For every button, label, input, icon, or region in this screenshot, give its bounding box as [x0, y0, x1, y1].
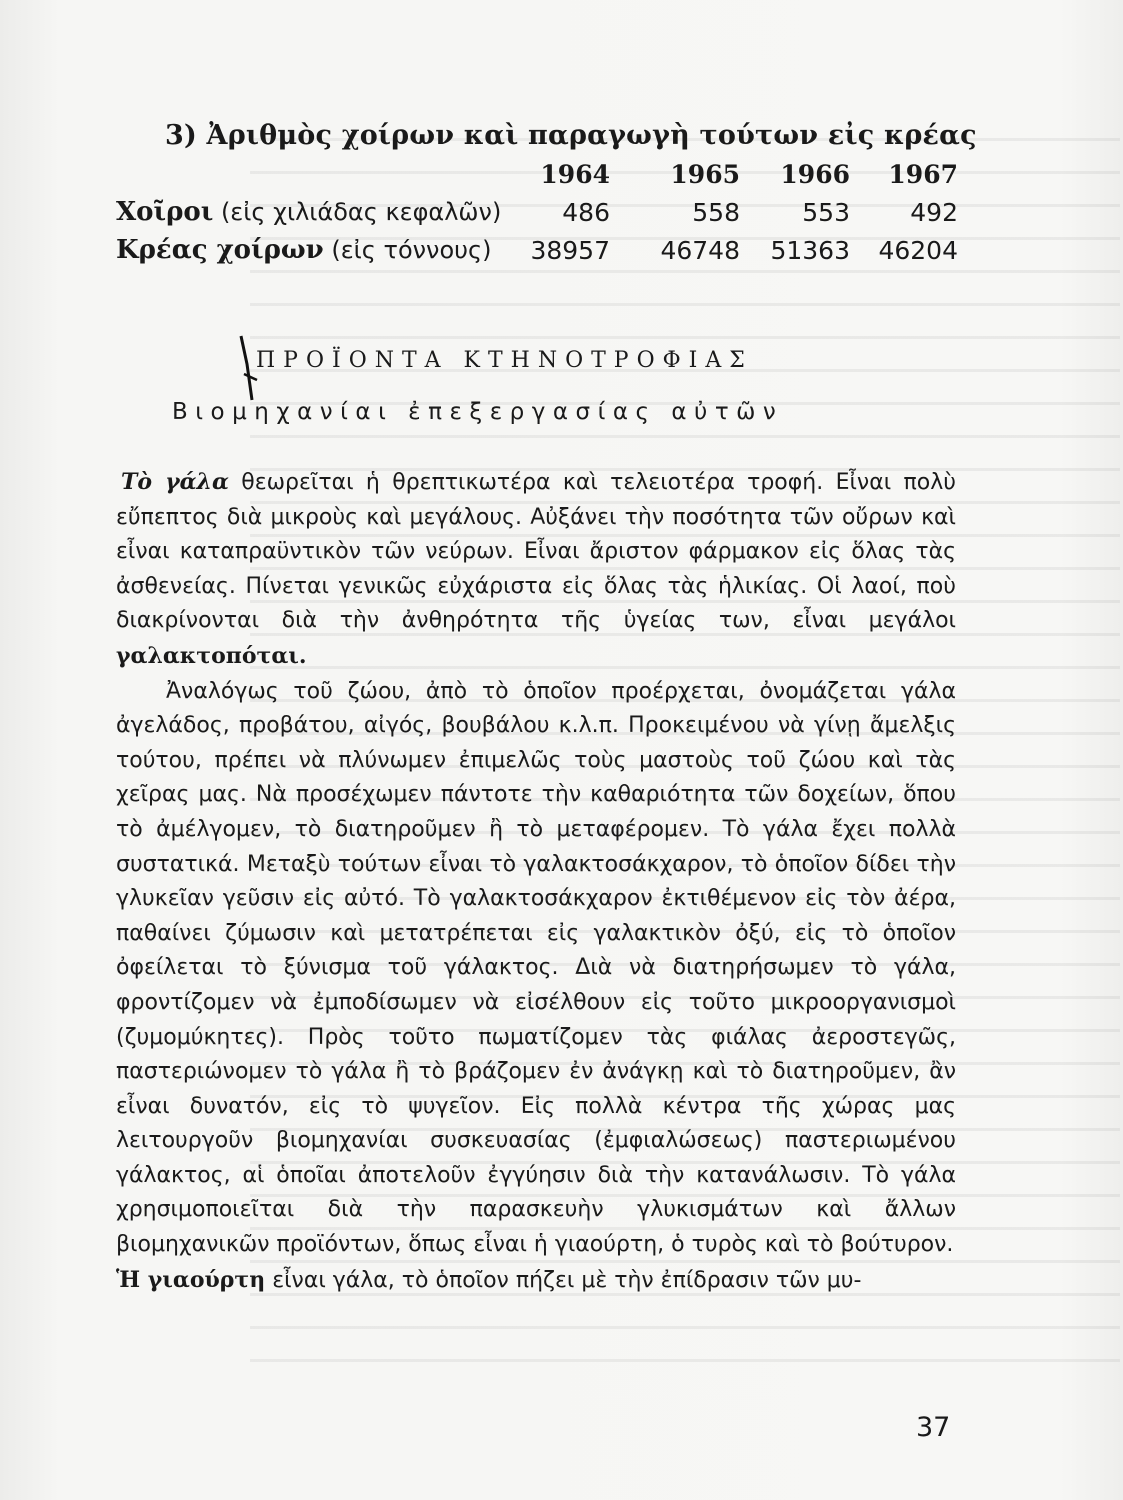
statistics-table — [116, 155, 958, 269]
year-header: 1965 — [670, 159, 740, 189]
body-text — [116, 465, 956, 1298]
term-milk-drinkers: γαλακτοπόται. — [116, 642, 307, 669]
row-label: Χοῖροι (εἰς χιλιάδας κεφαλῶν) — [116, 197, 502, 227]
table-cell: 51363 — [770, 235, 850, 265]
row-label: Κρέας χοίρων (εἰς τόννους) — [116, 235, 492, 265]
table-row — [116, 231, 958, 269]
table-title: 3) Ἀριθμὸς χοίρων καὶ παραγωγὴ τούτων εἰς κρέας — [165, 120, 977, 151]
paragraph: Ἡ γιαούρτη εἶναι γάλα, τὸ ὁποῖον πήζει μὲ τὴν ἐπίδρασιν τῶν μυ- — [116, 1266, 862, 1293]
table-cell: 486 — [562, 197, 610, 227]
section-subheading: Βιομηχανίαι ἐπεξεργασίας αὐτῶν — [172, 399, 784, 425]
table-cell: 558 — [692, 197, 740, 227]
year-header: 1964 — [540, 159, 610, 189]
year-header: 1967 — [888, 159, 958, 189]
section-heading: ΠΡΟΪΟΝΤΑ ΚΤΗΝΟΤΡΟΦΙΑΣ — [256, 348, 753, 373]
table-header-row — [116, 155, 958, 193]
table-cell: 492 — [910, 197, 958, 227]
table-cell: 46748 — [660, 235, 740, 265]
year-header: 1966 — [780, 159, 850, 189]
paragraph: Ἀναλόγως τοῦ ζώου, ἀπὸ τὸ ὁποῖον προέρχεται, ὀνομάζεται γάλα ἀγελάδος, προβάτου, αἰγός, βουβάλου κ.λ.π. Προκειμένου νὰ γίνῃ ἄμελξις τούτου, πρέπει νὰ πλύνωμεν ἐπιμελῶς τοὺς μαστοὺς τοῦ ζώου καὶ τὰς χεῖρας μας. Νὰ προσέχωμεν πάντοτε τὴν καθαριότητα τῶν δοχείων, ὅπου τὸ ἀμέλγομεν, τὸ διατηροῦμεν ἢ τὸ μεταφέρομεν. Τὸ γάλα ἔχει πολλὰ συστατικά. Μεταξὺ τούτων εἶναι τὸ γαλακτοσάκχαρον, τὸ ὁποῖον δίδει τὴν γλυκεῖαν γεῦσιν εἰς αὐτό. Τὸ γαλακτοσάκχαρον ἐκτιθέμενον εἰς τὸν ἀέρα, παθαίνει ζύμωσιν καὶ μετατρέπεται εἰς γαλακτικὸν ὀξύ, εἰς τὸ ὁποῖον ὀφείλεται τὸ ξύνισμα τοῦ γάλακτος. Διὰ νὰ διατηρήσωμεν τὸ γάλα, φροντίζομεν νὰ ἐμποδίσωμεν νὰ εἰσέλθουν εἰς τοῦτο μικροοργανισμοὶ (ζυμομύκητες). Πρὸς τοῦτο πωματίζομεν τὰς φιάλας ἀεροστεγῶς, παστεριώνομεν τὸ γάλα ἢ τὸ βράζομεν ἐν ἀνάγκῃ καὶ τὸ διατηροῦμεν, ἂν εἶναι δυνατόν, εἰς τὸ ψυγεῖον. Εἰς πολλὰ κέντρα τῆς χώρας μας λειτουργοῦν βιομηχανίαι συσκευασίας (ἐμφιαλώσεως) παστεριωμένου γάλακτος, αἱ ὁποῖαι ἀποτελοῦν ἐγγύησιν διὰ τὴν κατανάλωσιν. Τὸ γάλα χρησιμοποιεῖται διὰ τὴν παρασκευὴν γλυκισμάτων καὶ ἄλλων βιομηχανικῶν προϊόντων, ὅπως εἶναι ἡ γιαούρτη, ὁ τυρὸς καὶ τὸ βούτυρον. — [116, 678, 956, 1258]
term-yogurt: Ἡ γιαούρτη — [116, 1266, 266, 1293]
table-cell: 38957 — [530, 235, 610, 265]
page-number: 37 — [916, 1412, 951, 1443]
paragraph: Τὸ γάλα θεωρεῖται ἡ θρεπτικωτέρα καὶ τελειοτέρα τροφή. Εἶναι πολὺ εὔπεπτος διὰ μικροὺς καὶ μεγάλους. Αὐξάνει τὴν ποσότητα τῶν οὔρων καὶ εἶναι καταπραϋντικὸν τῶν νεύρων. Εἶναι ἄριστον φάρμακον εἰς ὅλας τὰς ἀσθενείας. Πίνεται γενικῶς εὐχάριστα εἰς ὅλας τὰς ἡλικίας. Οἱ λαοί, ποὺ διακρίνονται διὰ τὴν ἀνθηρότητα τῆς ὑγείας των, εἶναι μεγάλοι γαλακτοπόται. — [116, 469, 956, 669]
table-row — [116, 193, 958, 231]
table-cell: 553 — [802, 197, 850, 227]
term-milk: Τὸ γάλα — [121, 469, 229, 495]
table-cell: 46204 — [878, 235, 958, 265]
